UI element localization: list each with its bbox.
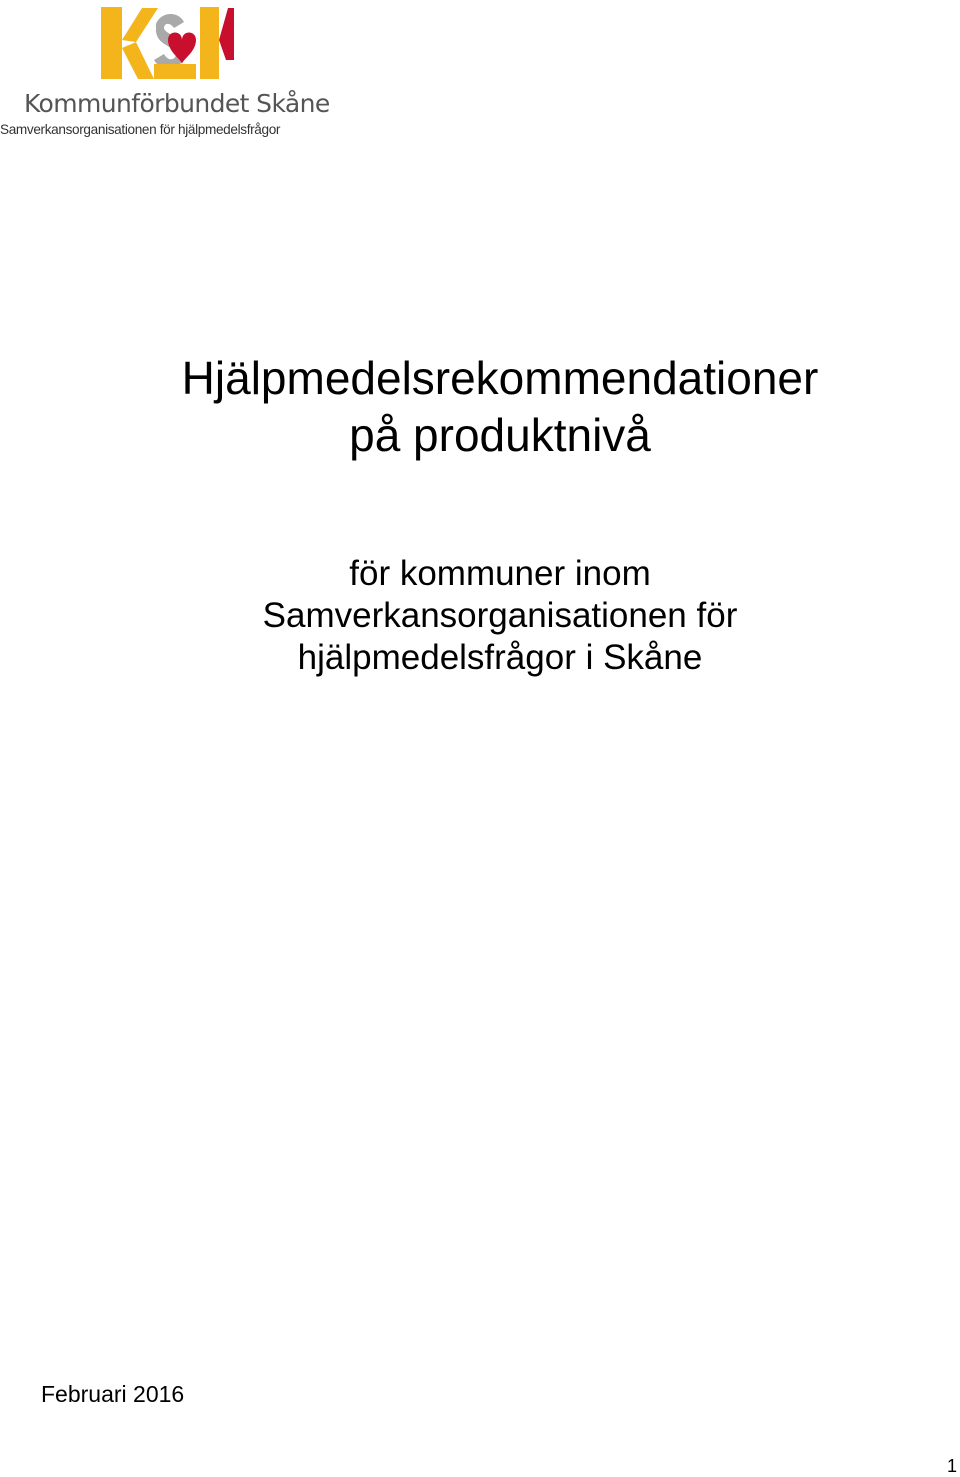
document-title-line-2: på produktnivå [349,409,651,461]
page-number: 1 [946,1456,957,1476]
document-subtitle-line-1: för kommuner inom [349,554,651,593]
document-subtitle-line-3: hjälpmedelsfrågor i Skåne [297,638,703,677]
logo-organization-name: Kommunförbundet Skåne [24,89,330,118]
ksk-logo-icon [98,4,234,82]
document-title [0,350,960,464]
document-subtitle-line-2: Samverkansorganisationen för [262,596,738,635]
logo-organization-subtitle: Samverkansorganisationen för hjälpmedelsfrågor [0,122,281,137]
organization-logo [0,0,340,145]
document-date: Februari 2016 [41,1381,185,1407]
document-subtitle [0,553,960,679]
document-title-line-1: Hjälpmedelsrekommendationer [181,352,819,404]
